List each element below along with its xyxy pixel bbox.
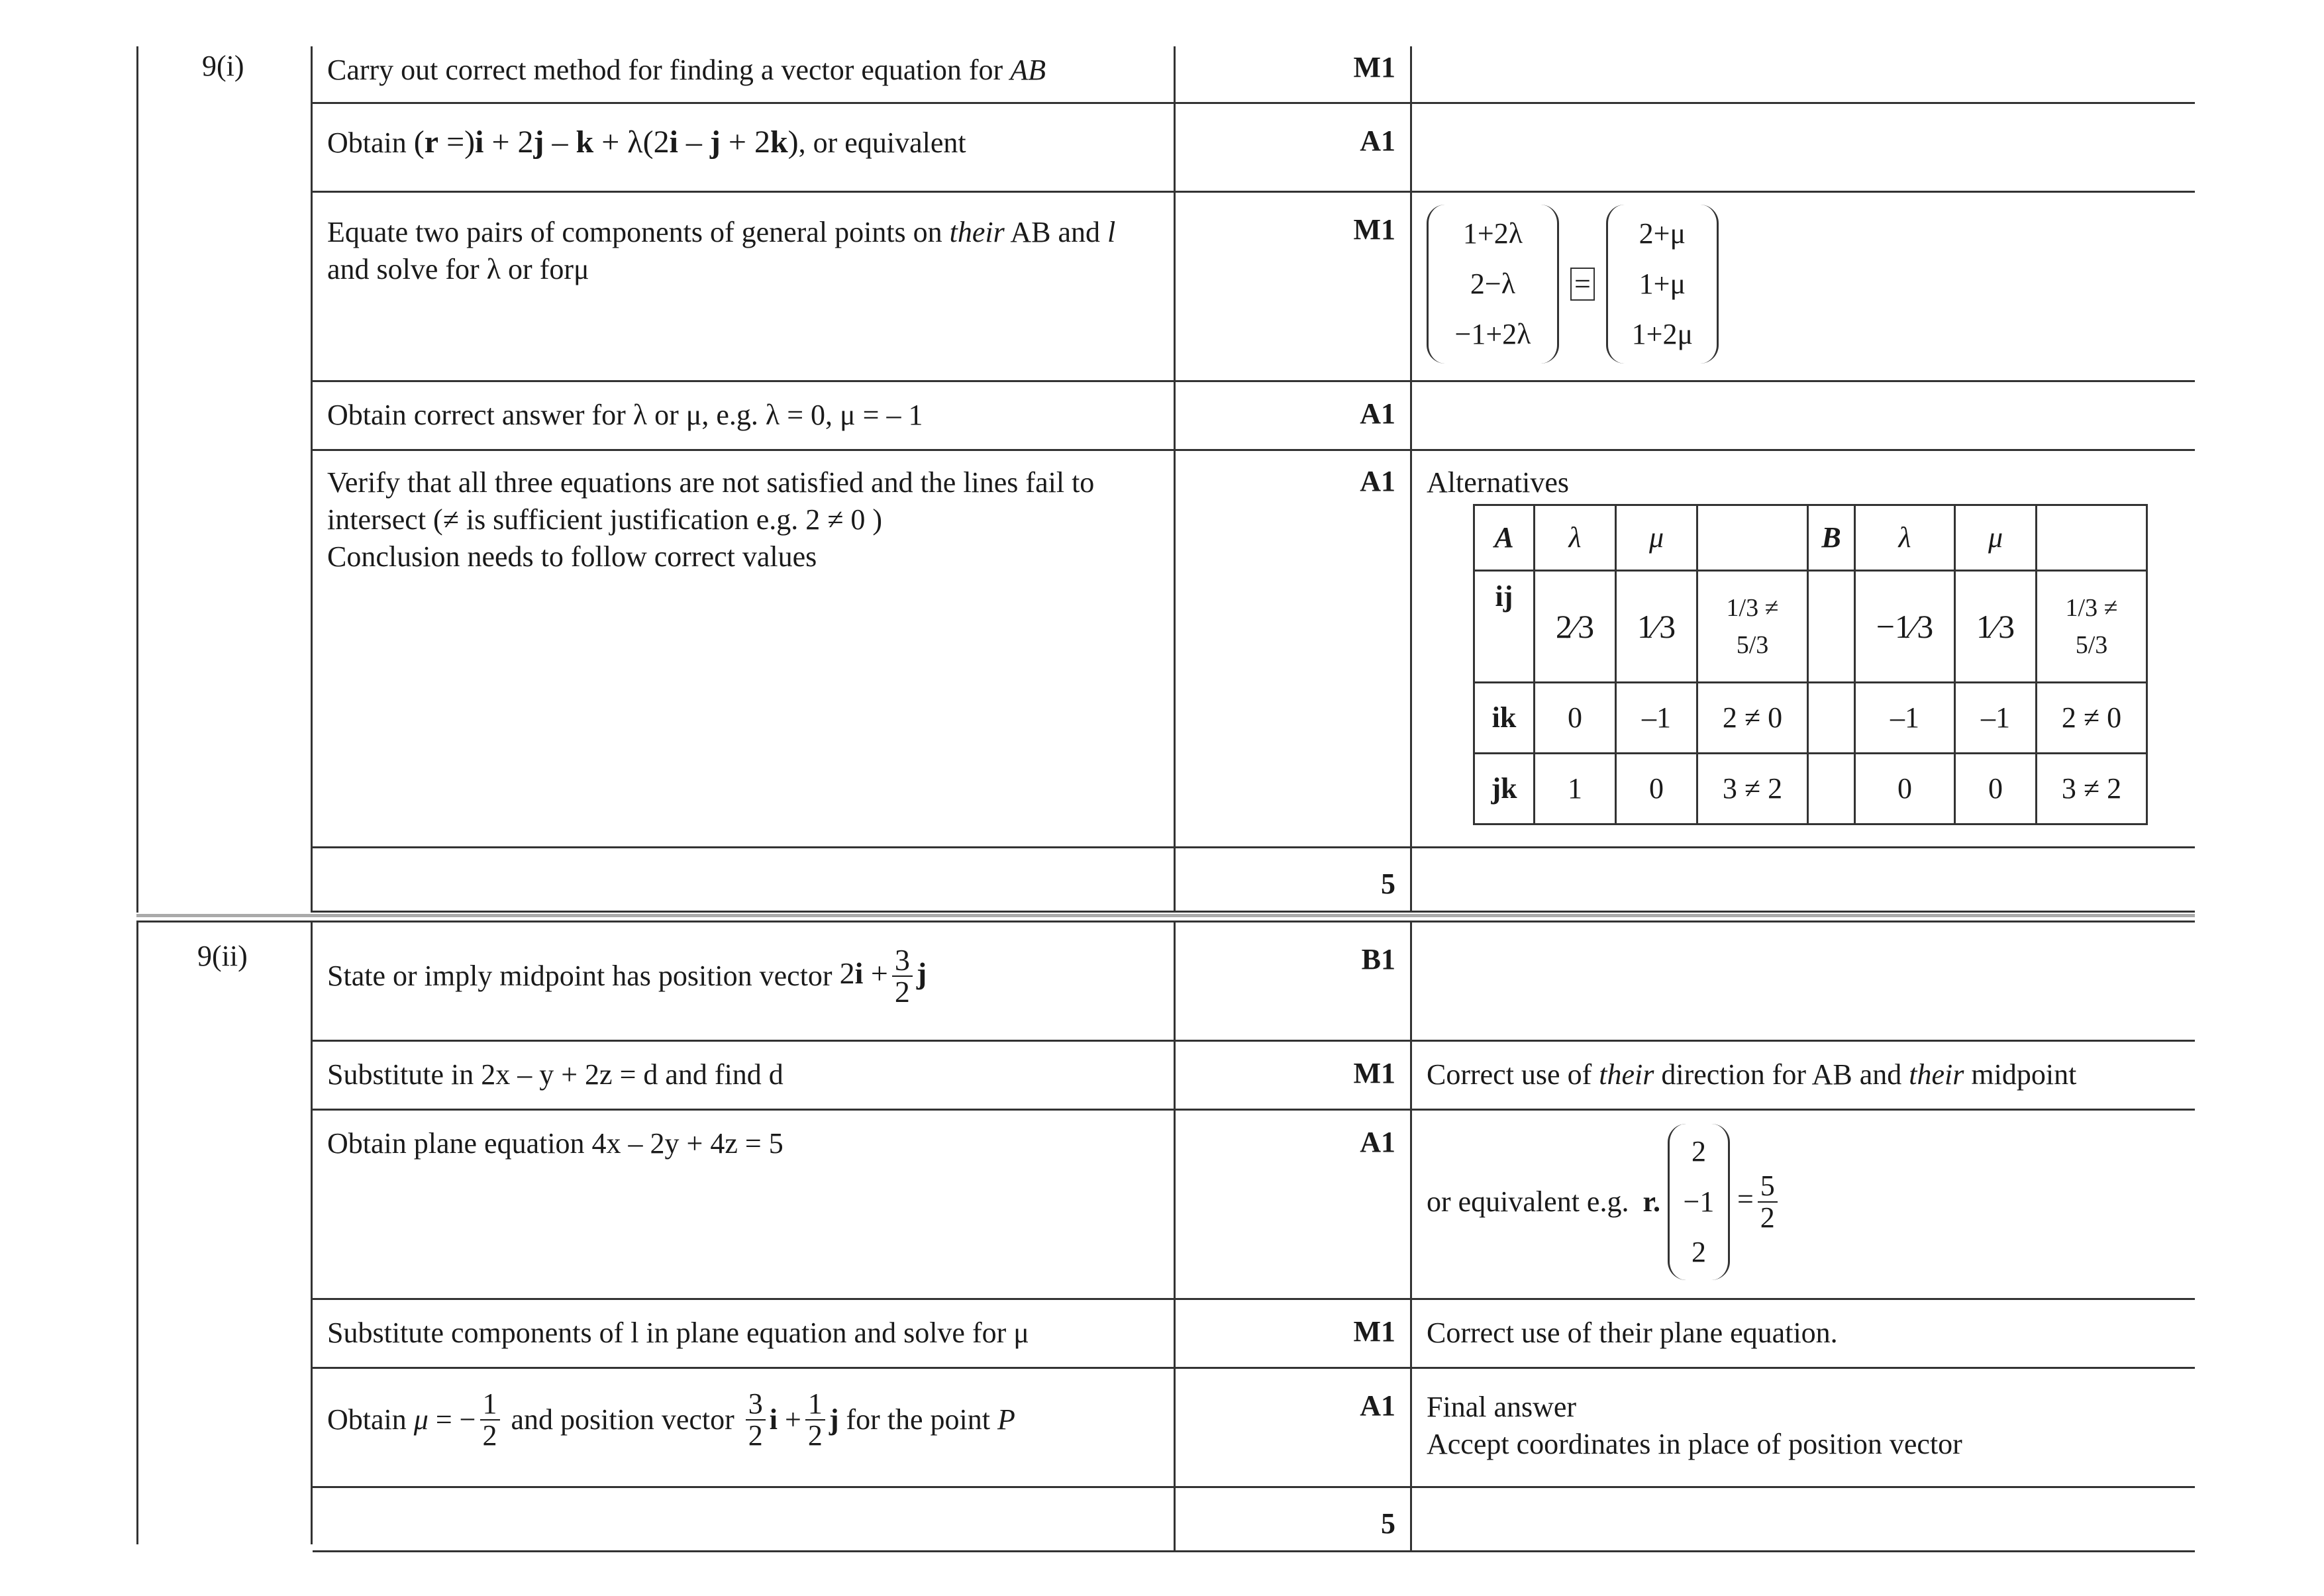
table-cell: −1⁄3 bbox=[1855, 571, 1955, 683]
alternatives-title: Alternatives bbox=[1427, 466, 1570, 499]
vector-component: 2+μ bbox=[1639, 217, 1686, 250]
guidance-cell bbox=[1412, 848, 2195, 911]
question-number: 9(i) bbox=[202, 50, 244, 82]
total-marks: 5 bbox=[1176, 1488, 1412, 1550]
table-header: λ bbox=[1855, 505, 1955, 571]
mark-row bbox=[313, 921, 2195, 1040]
table-header: μ bbox=[1955, 505, 2037, 571]
alternatives-table bbox=[1473, 504, 2148, 825]
table-cell: 1⁄3 bbox=[1955, 571, 2037, 683]
mark-code: M1 bbox=[1176, 193, 1412, 380]
midpoint-vector: 2i + $\frac{3}{2}$ j bbox=[839, 943, 927, 1009]
mark-row bbox=[313, 380, 2195, 449]
mark-code: A1 bbox=[1176, 451, 1412, 846]
left-vector bbox=[1427, 205, 1559, 364]
mark-code: A1 bbox=[1176, 1111, 1412, 1298]
question-column-9i bbox=[136, 46, 313, 913]
answer-text: Obtain μ = − $\frac{1}{2}$ and position vector $\frac{3}{2}$ i + $\frac{1}{2}$ j for the point P bbox=[313, 1369, 1176, 1486]
table-cell: ik bbox=[1474, 683, 1535, 754]
guidance-cell bbox=[1412, 382, 2195, 449]
table-cell bbox=[1808, 571, 1855, 683]
mark-code: M1 bbox=[1176, 1300, 1412, 1367]
table-cell: –1 bbox=[1855, 683, 1955, 754]
verify-text bbox=[313, 451, 1176, 846]
mark-row bbox=[313, 1040, 2195, 1109]
table-row bbox=[1474, 571, 2147, 683]
mark-row bbox=[313, 1298, 2195, 1367]
vector-component: 1+μ bbox=[1639, 268, 1686, 300]
right-vector bbox=[1606, 205, 1719, 364]
table-cell: 1/3 ≠ 5/3 bbox=[1697, 571, 1808, 683]
table-cell: 1 bbox=[1535, 754, 1616, 824]
text-line: intersect (≠ is sufficient justification e.g. 2 ≠ 0 ) bbox=[327, 503, 883, 536]
vector-component: 2 bbox=[1691, 1135, 1706, 1168]
mark-row bbox=[313, 46, 2195, 102]
mark-code: A1 bbox=[1176, 382, 1412, 449]
table-row bbox=[1474, 754, 2147, 824]
table-cell: 0 bbox=[1955, 754, 2037, 824]
plane-equation-note: or equivalent e.g. r. 2 −1 2 = $\frac{5}{2}$ bbox=[1412, 1111, 2195, 1298]
method-text: Carry out correct method for finding a vector equation for AB bbox=[313, 46, 1176, 102]
table-header: μ bbox=[1616, 505, 1697, 571]
vector-component: −1 bbox=[1683, 1185, 1715, 1218]
mark-code: B1 bbox=[1176, 923, 1412, 1040]
method-text: Equate two pairs of components of general points on their AB and l and solve for λ or forμ bbox=[313, 193, 1176, 380]
guidance-cell bbox=[1412, 1488, 2195, 1550]
method-text: Substitute in 2x – y + 2z = d and find d bbox=[313, 1042, 1176, 1109]
text-line: Conclusion needs to follow correct values bbox=[327, 540, 817, 573]
text-line: Final answer bbox=[1427, 1391, 1577, 1423]
table-row bbox=[1474, 683, 2147, 754]
total-label-cell bbox=[313, 1488, 1176, 1550]
equals-sign: = bbox=[1570, 268, 1595, 301]
answer-text: Obtain correct answer for λ or μ, e.g. λ = 0, μ = – 1 bbox=[313, 382, 1176, 449]
table-cell: –1 bbox=[1955, 683, 2037, 754]
mark-row bbox=[313, 1367, 2195, 1486]
vector-component: −1+2λ bbox=[1454, 318, 1531, 350]
mark-row bbox=[313, 191, 2195, 380]
table-cell: 2 ≠ 0 bbox=[2037, 683, 2147, 754]
mark-code: M1 bbox=[1176, 46, 1412, 102]
mark-code: A1 bbox=[1176, 1369, 1412, 1486]
mark-row bbox=[313, 102, 2195, 191]
table-cell bbox=[1808, 683, 1855, 754]
vector-component: 1+2λ bbox=[1462, 217, 1523, 250]
table-cell: –1 bbox=[1616, 683, 1697, 754]
mark-code: M1 bbox=[1176, 1042, 1412, 1109]
table-cell: 1⁄3 bbox=[1616, 571, 1697, 683]
table-cell bbox=[1808, 754, 1855, 824]
mark-code: A1 bbox=[1176, 104, 1412, 191]
plane-constant: = $\frac{5}{2}$ bbox=[1737, 1183, 1782, 1215]
table-cell: 1/3 ≠ 5/3 bbox=[2037, 571, 2147, 683]
answer-text: Obtain (r =)i + 2j – k + λ(2i – j + 2k), or equivalent bbox=[313, 104, 1176, 191]
table-cell: 3 ≠ 2 bbox=[2037, 754, 2147, 824]
total-label-cell bbox=[313, 848, 1176, 911]
vector-component: 1+2μ bbox=[1631, 318, 1693, 350]
section-divider bbox=[136, 914, 2195, 917]
method-text: Substitute components of l in plane equation and solve for μ bbox=[313, 1300, 1176, 1367]
table-cell: 2 ≠ 0 bbox=[1697, 683, 1808, 754]
text-line: Accept coordinates in place of position vector bbox=[1427, 1428, 1962, 1460]
total-row bbox=[313, 1486, 2195, 1552]
alternatives-cell bbox=[1412, 451, 2195, 846]
table-cell: ij bbox=[1474, 571, 1535, 683]
question-number: 9(ii) bbox=[197, 940, 248, 972]
question-column-9ii bbox=[136, 921, 313, 1544]
table-cell: 2⁄3 bbox=[1535, 571, 1616, 683]
mark-row bbox=[313, 449, 2195, 846]
total-row bbox=[313, 846, 2195, 913]
guidance-note bbox=[1412, 1369, 2195, 1486]
text-line: Verify that all three equations are not satisfied and the lines fail to bbox=[327, 466, 1095, 499]
vector-equation bbox=[1412, 193, 2195, 380]
table-header: B bbox=[1808, 505, 1855, 571]
answer-text: State or imply midpoint has position vector 2i + $\frac{3}{2}$ j bbox=[313, 923, 1176, 1040]
guidance-note: Correct use of their plane equation. bbox=[1427, 1317, 1838, 1349]
table-cell: 0 bbox=[1855, 754, 1955, 824]
vector-component: 2 bbox=[1691, 1236, 1706, 1268]
mark-row bbox=[313, 1109, 2195, 1298]
vector-component: 2−λ bbox=[1470, 268, 1516, 300]
table-cell: 3 ≠ 2 bbox=[1697, 754, 1808, 824]
guidance-cell bbox=[1412, 46, 2195, 102]
table-header: A bbox=[1474, 505, 1535, 571]
table-cell: 0 bbox=[1616, 754, 1697, 824]
normal-vector bbox=[1668, 1124, 1730, 1280]
total-marks: 5 bbox=[1176, 848, 1412, 911]
guidance-cell bbox=[1412, 104, 2195, 191]
table-header bbox=[2037, 505, 2147, 571]
guidance-cell bbox=[1412, 923, 2195, 1040]
table-header-row bbox=[1474, 505, 2147, 571]
table-cell: 0 bbox=[1535, 683, 1616, 754]
answer-text: Obtain plane equation 4x – 2y + 4z = 5 bbox=[313, 1111, 1176, 1298]
table-cell: jk bbox=[1474, 754, 1535, 824]
table-header bbox=[1697, 505, 1808, 571]
guidance-note: Correct use of their direction for AB and their midpoint bbox=[1427, 1058, 2077, 1091]
table-header: λ bbox=[1535, 505, 1616, 571]
